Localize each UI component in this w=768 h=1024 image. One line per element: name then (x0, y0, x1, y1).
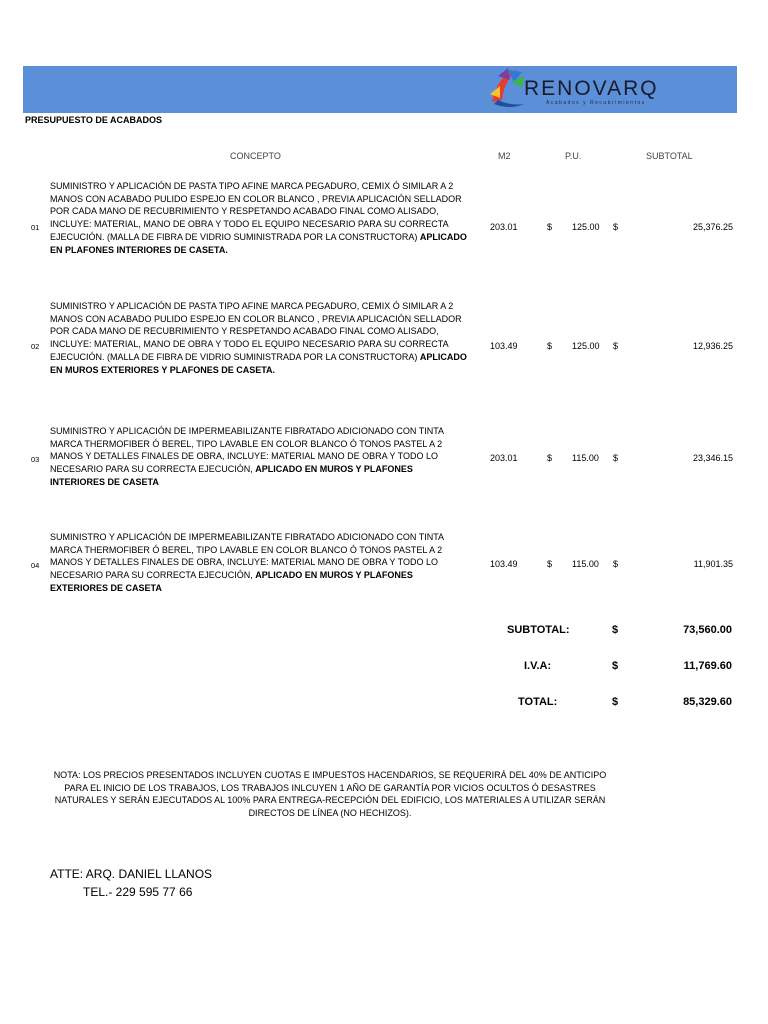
item-number: 04 (31, 561, 40, 570)
item-unit-price: 125.00 (572, 222, 600, 232)
column-header-m2: M2 (498, 151, 511, 161)
logo-text: RENOVARQ (524, 77, 659, 100)
item-number: 02 (31, 342, 40, 351)
logo-tagline: Acabados y Recubrimientos (546, 100, 646, 106)
item-currency: $ (547, 559, 553, 569)
item-currency: $ (613, 453, 619, 463)
item-subtotal: 12,936.25 (692, 341, 733, 351)
item-unit-price: 115.00 (572, 559, 599, 569)
item-subtotal: 23,346.15 (692, 453, 733, 463)
item-currency: $ (613, 222, 619, 232)
item-currency: $ (547, 453, 553, 463)
item-number: 01 (31, 223, 40, 232)
item-currency: $ (613, 341, 619, 351)
total-label: TOTAL: (518, 696, 558, 708)
subtotal-value: 73,560.00 (683, 624, 732, 636)
subtotal-currency: $ (612, 624, 619, 636)
total-currency: $ (612, 696, 619, 708)
item-description: SUMINISTRO Y APLICACIÓN DE PASTA TIPO AFINE MARCA PEGADURO, CEMIX Ó SIMILAR A 2 MANOS CON ACABADO PULIDO ESPEJO EN COLOR BLANCO , PREVIA APLICACIÓN SELLADOR POR CADA MANO DE RECUBRIMIENTO Y RESPETANDO ACABADO FINAL COMO ALISADO, INCLUYE: MATERIAL, MANO DE OBRA Y TODO EL EQUIPO NECESARIO PARA SU CORRECTA EJECUCIÓN. (MALLA DE FIBRA DE VIDRIO SUMINISTRADA POR LA CONSTRUCTORA) APLICADO EN PLAFONES INTERIORES DE CASETA. (50, 181, 467, 255)
item-subtotal: 11,901.35 (693, 559, 733, 569)
item-currency: $ (613, 559, 619, 569)
item-subtotal: 25,376.25 (692, 222, 733, 232)
item-description: SUMINISTRO Y APLICACIÓN DE PASTA TIPO AFINE MARCA PEGADURO, CEMIX Ó SIMILAR A 2 MANOS CON ACABADO PULIDO ESPEJO EN COLOR BLANCO , PREVIA APLICACIÓN SELLADOR POR CADA MANO DE RECUBRIMIENTO Y RESPETANDO ACABADO FINAL COMO ALISADO, INCLUYE: MATERIAL, MANO DE OBRA Y TODO EL EQUIPO NECESARIO PARA SU CORRECTA EJECUCIÓN. (MALLA DE FIBRA DE VIDRIO SUMINISTRADA POR LA CONSTRUCTORA) APLICADO EN MUROS EXTERIORES Y PLAFONES DE CASETA. (50, 301, 467, 375)
renovarq-logo (488, 66, 693, 113)
item-currency: $ (547, 341, 553, 351)
item-currency: $ (547, 222, 553, 232)
signature-atte: ATTE: ARQ. DANIEL LLANOS (50, 867, 213, 881)
item-unit-price: 115.00 (572, 453, 599, 463)
item-m2: 203.01 (490, 453, 518, 463)
column-header-pu: P.U. (565, 151, 582, 161)
document-title: PRESUPUESTO DE ACABADOS (25, 115, 163, 125)
item-m2: 103.49 (490, 341, 518, 351)
item-unit-price: 125.00 (572, 341, 600, 351)
iva-currency: $ (612, 660, 619, 672)
subtotal-label: SUBTOTAL: (507, 624, 570, 636)
item-m2: 103.49 (490, 559, 518, 569)
item-description: SUMINISTRO Y APLICACIÓN DE IMPERMEABILIZANTE FIBRATADO ADICIONADO CON TINTA MARCA THERMOFIBER Ó BEREL, TIPO LAVABLE EN COLOR BLANCO Ó TONOS PASTEL A 2 MANOS Y DETALLES FINALES DE OBRA, INCLUYE: MATERIAL MANO DE OBRA Y TODO LO NECESARIO PARA SU CORRECTA EJECUCIÓN, APLICADO EN MUROS Y PLAFONES EXTERIORES DE CASETA (50, 532, 444, 593)
iva-value: 11,769.60 (683, 660, 732, 672)
item-number: 03 (31, 455, 40, 464)
column-header-concepto: CONCEPTO (230, 151, 281, 161)
note-text: NOTA: LOS PRECIOS PRESENTADOS INCLUYEN CUOTAS E IMPUESTOS HACENDARIOS, SE REQUERIRÁ DEL 40% DE ANTICIPO PARA EL INICIO DE LOS TRABAJOS, LOS TRABAJOS INLCUYEN 1 AÑO DE GARANTÍA POR VICIOS OCULTOS Ó DESASTRES NATURALES Y SERÁN EJECUTADOS AL 100% PARA ENTREGA-RECEPCIÓN DEL EDIFICIO, LOS MATERIALES A UTILIZAR SERÁN DIRECTOS DE LÍNEA (NO HECHIZOS). (53, 770, 607, 818)
signature-tel: TEL.- 229 595 77 66 (83, 885, 193, 899)
item-m2: 203.01 (490, 222, 518, 232)
iva-label: I.V.A: (524, 660, 552, 672)
total-value: 85,329.60 (683, 696, 732, 708)
item-description: SUMINISTRO Y APLICACIÓN DE IMPERMEABILIZANTE FIBRATADO ADICIONADO CON TINTA MARCA THERMOFIBER Ó BEREL, TIPO LAVABLE EN COLOR BLANCO Ó TONOS PASTEL A 2 MANOS Y DETALLES FINALES DE OBRA, INCLUYE: MATERIAL MANO DE OBRA Y TODO LO NECESARIO PARA SU CORRECTA EJECUCIÓN, APLICADO EN MUROS Y PLAFONES INTERIORES DE CASETA (50, 426, 444, 487)
column-header-subtotal: SUBTOTAL (646, 151, 693, 161)
